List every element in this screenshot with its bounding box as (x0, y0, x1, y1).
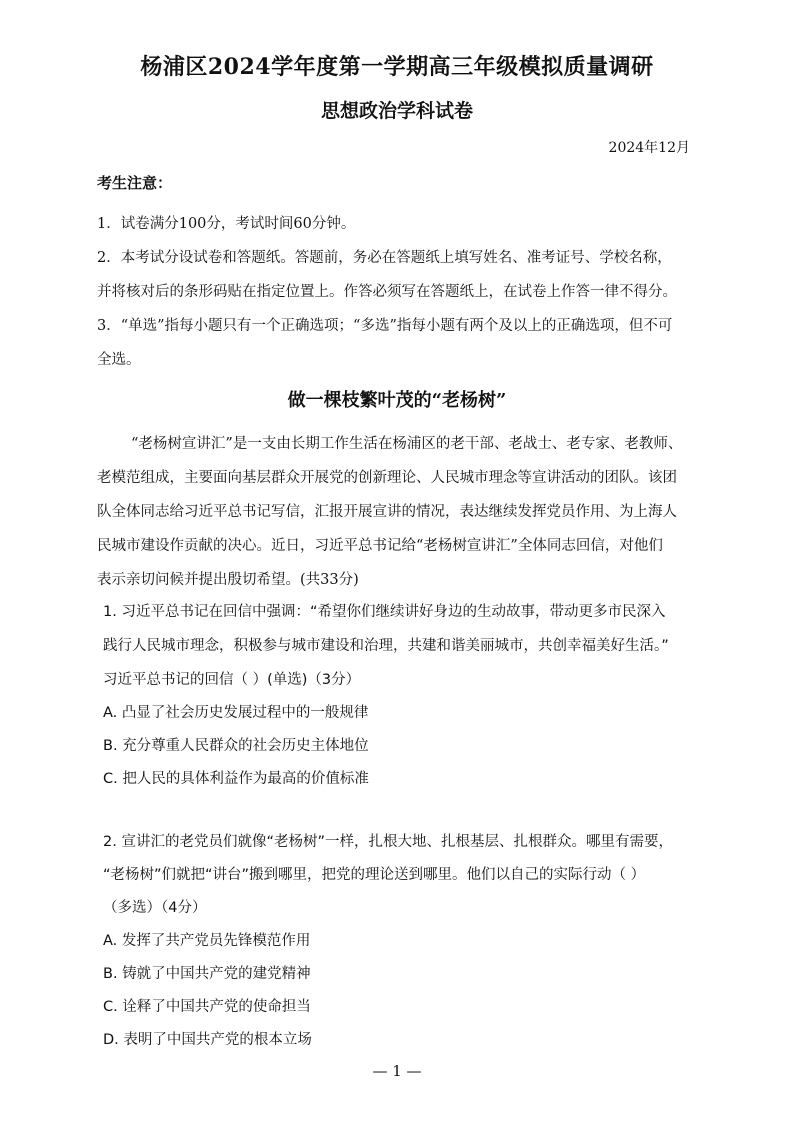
exam-subtitle: 思想政治学科试卷 (320, 100, 473, 122)
intro-line: 民城市建设作贡献的决心。近日，习近平总书记给“老杨树宣讲汇”全体同志回信，对他们 (97, 538, 663, 554)
notice-line: 1．试卷满分100分，考试时间60分钟。 (97, 216, 356, 232)
question-2-text: （多选）（4分） (103, 900, 207, 916)
question-2-option-c: C. 诠释了中国共产党的使命担当 (103, 999, 311, 1015)
question-1-option-a: A. 凸显了社会历史发展过程中的一般规律 (103, 705, 369, 721)
notice-line: 全选。 (97, 352, 141, 368)
notice-line: 并将核对后的条形码贴在指定位置上。作答必须写在答题纸上，在试卷上作答一律不得分。 (97, 284, 677, 300)
question-1-option-b: B. 充分尊重人民群众的社会历史主体地位 (103, 738, 369, 754)
notice-title: 考生注意： (97, 174, 173, 192)
question-1-text: 习近平总书记的回信（ ）(单选)（3分） (103, 672, 361, 688)
question-2-text: 2. 宣讲汇的老党员们就像“老杨树”一样，扎根大地、扎根基层、扎根群众。哪里有需要， (103, 834, 673, 850)
intro-line: 表示亲切问候并提出殷切希望。(共33分) (97, 572, 359, 588)
intro-line: “老杨树宣讲汇”是一支由长期工作生活在杨浦区的老干部、老战士、老专家、老教师、 (131, 436, 683, 452)
question-2-option-b: B. 铸就了中国共产党的建党精神 (103, 966, 311, 982)
intro-line: 老模范组成，主要面向基层群众开展党的创新理论、人民城市理念等宣讲活动的团队。该团 (97, 470, 677, 486)
question-1-text: 1. 习近平总书记在回信中强调：“希望你们继续讲好身边的生动故事，带动更多市民深入 (103, 604, 666, 620)
notice-line: 3．“单选”指每小题只有一个正确选项；“多选”指每小题有两个及以上的正确选项，但不可 (97, 318, 673, 334)
intro-line: 队全体同志给习近平总书记写信，汇报开展宣讲的情况，表达继续发挥党员作用、为上海人 (97, 504, 677, 520)
question-1-option-c: C. 把人民的具体利益作为最高的价值标准 (103, 771, 369, 787)
page-number: — 1 — (372, 1062, 422, 1080)
question-1-text: 践行人民城市理念，积极参与城市建设和治理，共建和谐美丽城市，共创幸福美好生活。” (103, 638, 669, 654)
question-2-option-d: D. 表明了中国共产党的根本立场 (103, 1032, 312, 1048)
notice-line: 2．本考试分设试卷和答题纸。答题前，务必在答题纸上填写姓名、准考证号、学校名称， (97, 250, 672, 266)
question-2-text: “老杨树”们就把“讲台”搬到哪里，把党的理论送到哪里。他们以自己的实际行动（ ） (103, 867, 646, 883)
exam-date: 2024年12月 (608, 140, 690, 156)
exam-title: 杨浦区2024学年度第一学期高三年级模拟质量调研 (140, 54, 654, 80)
question-2-option-a: A. 发挥了共产党员先锋模范作用 (103, 933, 311, 949)
section-title: 做一棵枝繁叶茂的“老杨树” (287, 390, 507, 411)
